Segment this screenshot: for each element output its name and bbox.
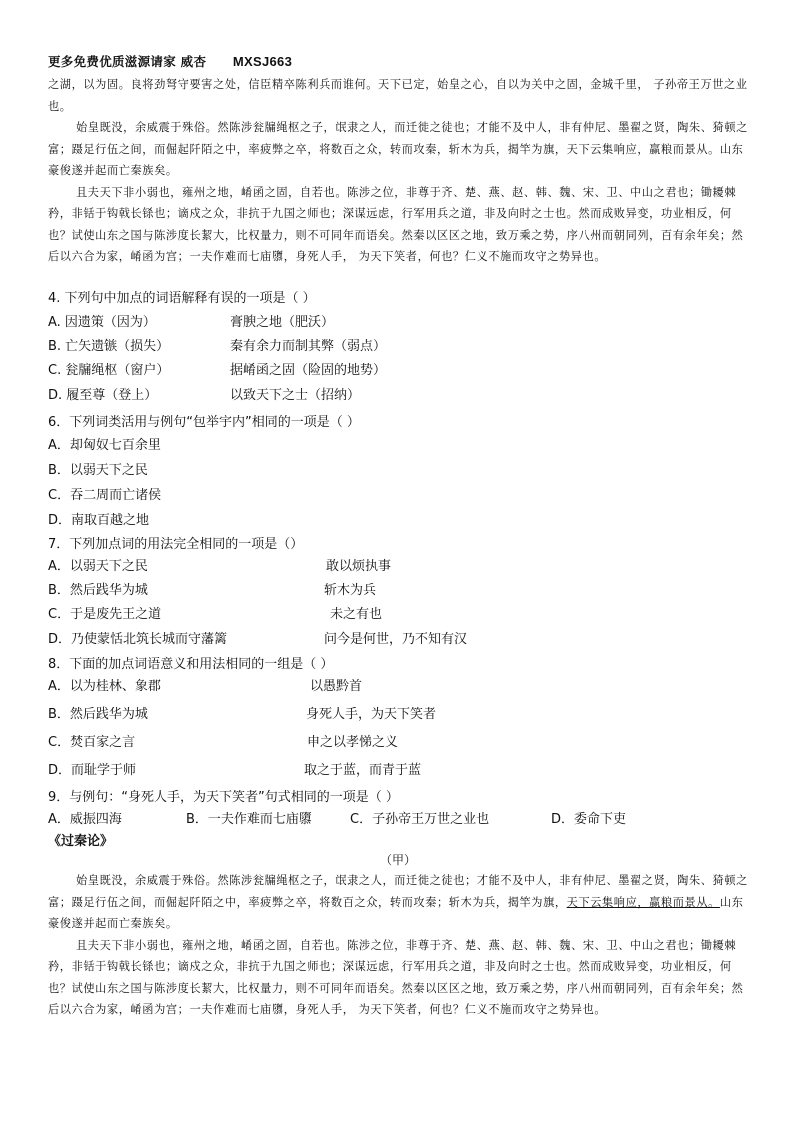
option-b-right: 身死人手，为天下笑者 [306, 707, 437, 722]
question-8-option-d [48, 759, 422, 778]
option-b: B．一夫作难而七庙隳 [186, 812, 312, 827]
option-a-right: 膏腴之地（肥沃） [230, 315, 335, 330]
question-7-option-a [48, 555, 392, 574]
question-7-option-d [48, 628, 468, 647]
option-a-left: A. 因遗策（因为） [48, 315, 156, 330]
option-d-right: 以致天下之士（招纳） [230, 388, 361, 403]
question-6-option-d: D．南取百越之地 [48, 513, 150, 528]
question-7-option-b [48, 579, 377, 598]
option-d-left: D. 履至尊（登上） [48, 388, 158, 403]
option-c-right: 申之以孝悌之义 [307, 735, 399, 750]
option-a-right: 以愚黔首 [310, 679, 363, 694]
question-6-stem: 6．下列词类活用与例句“包举宇内”相同的一项是（ ） [48, 415, 360, 430]
option-c-left: C．焚百家之言 [48, 735, 136, 750]
option-b-right: 秦有余力而制其弊（弱点） [230, 339, 387, 354]
question-9-options [48, 808, 627, 827]
option-c-left: C. 瓮牖绳枢（窗户） [48, 363, 170, 378]
question-7-option-c [48, 603, 383, 622]
option-c-left: C．于是废先王之道 [48, 607, 162, 622]
passage-2-para-1-end: 山东豪俊遂并起而亡秦族矣。 [48, 895, 744, 930]
option-d: D．委命下吏 [551, 812, 627, 827]
question-9-stem: 9．与例句：“身死人手，为天下笑者”句式相同的一项是（ ） [48, 790, 399, 805]
question-8-option-b [48, 703, 437, 722]
option-c: C．子孙帝王万世之业也 [350, 812, 490, 827]
question-6-option-a: A．却匈奴七百余里 [48, 438, 161, 453]
passage-2 [48, 870, 748, 1021]
header-code: MXSJ663 [232, 54, 293, 69]
option-c-right: 未之有也 [330, 607, 383, 622]
underlined-sentence: 天下云集响应，赢粮而景从。 [566, 895, 720, 909]
option-c-right: 据崤函之固（险固的地势） [230, 363, 387, 378]
question-7-stem: 7．下列加点词的用法完全相同的一项是（） [48, 537, 304, 552]
option-a-left: A．以弱天下之民 [48, 559, 148, 574]
question-4-option-b [48, 335, 387, 354]
option-d-left: D．而耻学于师 [48, 763, 137, 778]
header-title: 更多免费优质滋源请家 威杏 [48, 54, 207, 69]
passage-1-para-3: 且夫天下非小弱也，雍州之地，崤函之固，自若也。陈涉之位，非尊于齐、楚、燕、赵、韩、魏、宋、卫、中山之君也；锄耰棘矜，非铦于钩戟长铩也；谪戍之众，非抗于九国之师也；深谋远虑，行军用兵之道，非及向时之士也。然而成败异变，功业相反，何也？试使山东之国与陈涉度长絜大，比权量力，则不可同年而语矣。然秦以区区之地，致万乘之势，序八州而朝同列，百有余年矣；然后以六合为家，崤函为宫；一夫作难而七庙隳，身死人手， 为天下笑者，何也？仁义不施而攻守之势异也。 [48, 185, 744, 263]
passage-1 [48, 74, 748, 268]
option-a-left: A．以为桂林、象郡 [48, 679, 161, 694]
question-4-option-a [48, 311, 335, 330]
option-b-left: B. 亡矢遗镞（损失） [48, 339, 170, 354]
section-label: （甲） [380, 853, 417, 867]
question-4-stem: 4. 下列句中加点的词语解释有误的一项是（ ） [48, 291, 316, 306]
question-8-option-c [48, 731, 399, 750]
passage-1-para-1: 之湖，以为固。良将劲弩守要害之处，信臣精卒陈利兵而谁何。天下已定，始皇之心，自以为关中之固，金城千里， 子孙帝王万世之业也。 [48, 78, 748, 113]
passage-2-para-1 [48, 870, 748, 935]
option-b-left: B．然后践华为城 [48, 707, 148, 722]
section-title: 《过秦论》 [48, 834, 114, 849]
page-header [48, 52, 292, 70]
option-a: A．威振四海 [48, 812, 122, 827]
option-d-right: 问今是何世，乃不知有汉 [324, 632, 468, 647]
question-8-option-a [48, 675, 363, 694]
passage-2-para-1-start: 始皇既没，余威震于殊俗。然陈涉瓮牖绳枢之子，氓隶之人，而迁徙之徒也；才能不及中人，非有仲尼、墨翟之贤，陶朱、猗顿之富；蹑足行伍之间，而倔起阡陌之中，率疲弊之卒，将数百之众，转而攻秦；斩木为兵，揭竿为旗， [48, 874, 748, 909]
option-b-right: 斩木为兵 [324, 583, 377, 598]
question-6-option-b: B．以弱天下之民 [48, 463, 148, 478]
passage-2-para-2: 且夫天下非小弱也，雍州之地，崤函之固，自若也。陈涉之位，非尊于齐、楚、燕、赵、韩、魏、宋、卫、中山之君也；锄耰棘矜，非铦于钩戟长铩也；谪戍之众，非抗于九国之师也；深谋远虑，行军用兵之道，非及向时之士也。然而成败异变，功业相反，何也？试使山东之国与陈涉度长絜大，比权量力，则不可同年而语矣。然秦以区区之地，致万乘之势，序八州而朝同列，百有余年矣；然后以六合为家，崤函为宫；一夫作难而七庙隳，身死人手， 为天下笑者，何也？仁义不施而攻守之势异也。 [48, 938, 744, 1016]
option-a-right: 敢以烦执事 [326, 559, 392, 574]
question-4-option-d [48, 384, 361, 403]
question-4-option-c [48, 359, 387, 378]
passage-1-para-2: 始皇既没，余威震于殊俗。然陈涉瓮牖绳枢之子，氓隶之人，而迁徙之徒也；才能不及中人，非有仲尼、墨翟之贤，陶朱、猗顿之富；蹑足行伍之间，而倔起阡陌之中，率疲弊之卒，将数百之众，转而攻秦，斩木为兵，揭竿为旗，天下云集响应，赢粮而景从。山东豪俊遂并起而亡秦族矣。 [48, 121, 748, 177]
option-d-right: 取之于蓝，而青于蓝 [304, 763, 422, 778]
option-d-left: D．乃使蒙恬北筑长城而守藩篱 [48, 632, 228, 647]
question-6-option-c: C．吞二周而亡诸侯 [48, 488, 162, 503]
option-b-left: B．然后践华为城 [48, 583, 148, 598]
question-8-stem: 8．下面的加点词语意义和用法相同的一组是（ ） [48, 657, 334, 672]
